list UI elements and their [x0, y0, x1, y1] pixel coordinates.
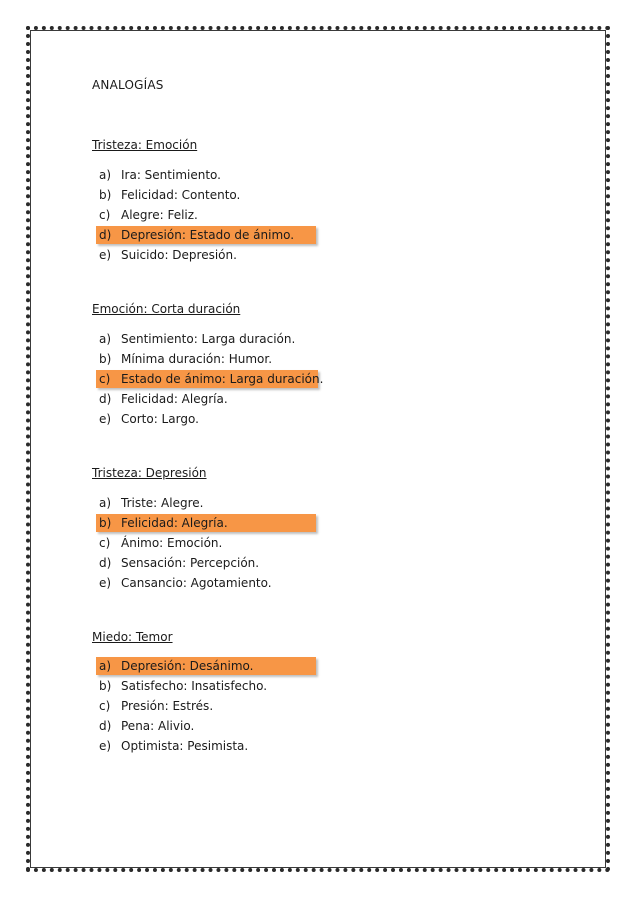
- option-letter: b): [99, 188, 112, 202]
- option-4a-highlighted: [99, 656, 267, 676]
- option-4c: [99, 696, 267, 716]
- option-1b: [99, 185, 294, 205]
- option-letter: b): [99, 516, 112, 530]
- option-letter: c): [99, 699, 111, 713]
- option-1e: [99, 245, 294, 265]
- option-letter: c): [99, 372, 111, 386]
- option-text: Pena: Alivio.: [121, 719, 195, 733]
- option-3d: [99, 553, 272, 573]
- question-stem-2: Emoción: Corta duración: [92, 302, 241, 316]
- option-letter: d): [99, 556, 112, 570]
- option-letter: b): [99, 679, 112, 693]
- option-letter: e): [99, 576, 112, 590]
- option-3a: [99, 493, 272, 513]
- option-4b: [99, 676, 267, 696]
- question-stem-1: Tristeza: Emoción: [92, 138, 198, 152]
- option-letter: a): [99, 168, 112, 182]
- option-text: Ira: Sentimiento.: [121, 168, 221, 182]
- option-2c-highlighted: [99, 369, 323, 389]
- option-text: Felicidad: Alegría.: [121, 516, 228, 530]
- option-2b: [99, 349, 323, 369]
- option-letter: d): [99, 392, 112, 406]
- option-1c: [99, 205, 294, 225]
- option-text: Depresión: Estado de ánimo.: [121, 228, 295, 242]
- option-1d-highlighted: [99, 225, 294, 245]
- question-stem-4: Miedo: Temor: [92, 630, 173, 644]
- option-2a: [99, 329, 323, 349]
- option-letter: b): [99, 352, 112, 366]
- option-text: Alegre: Feliz.: [121, 208, 198, 222]
- option-text: Felicidad: Contento.: [121, 188, 241, 202]
- option-letter: e): [99, 248, 112, 262]
- options-list-3: [99, 493, 272, 593]
- option-letter: a): [99, 332, 112, 346]
- option-letter: a): [99, 659, 112, 673]
- option-text: Sentimiento: Larga duración.: [121, 332, 296, 346]
- option-4e: [99, 736, 267, 756]
- option-text: Felicidad: Alegría.: [121, 392, 228, 406]
- option-text: Sensación: Percepción.: [121, 556, 260, 570]
- options-list-2: [99, 329, 323, 429]
- options-list-1: [99, 165, 294, 265]
- option-text: Cansancio: Agotamiento.: [121, 576, 272, 590]
- option-text: Presión: Estrés.: [121, 699, 214, 713]
- option-letter: d): [99, 228, 112, 242]
- option-text: Optimista: Pesimista.: [121, 739, 249, 753]
- option-letter: d): [99, 719, 112, 733]
- option-text: Corto: Largo.: [121, 412, 199, 426]
- question-stem-3: Tristeza: Depresión: [92, 466, 207, 480]
- option-1a: [99, 165, 294, 185]
- option-text: Suicido: Depresión.: [121, 248, 237, 262]
- option-4d: [99, 716, 267, 736]
- option-text: Mínima duración: Humor.: [121, 352, 273, 366]
- option-letter: e): [99, 739, 112, 753]
- option-letter: e): [99, 412, 112, 426]
- option-3e: [99, 573, 272, 593]
- option-text: Depresión: Desánimo.: [121, 659, 254, 673]
- option-3c: [99, 533, 272, 553]
- option-letter: a): [99, 496, 112, 510]
- options-list-4: [99, 656, 267, 756]
- option-text: Estado de ánimo: Larga duración.: [121, 372, 324, 386]
- option-letter: c): [99, 208, 111, 222]
- option-text: Satisfecho: Insatisfecho.: [121, 679, 268, 693]
- option-3b-highlighted: [99, 513, 272, 533]
- option-2e: [99, 409, 323, 429]
- option-2d: [99, 389, 323, 409]
- option-text: Triste: Alegre.: [121, 496, 204, 510]
- page-title: ANALOGÍAS: [92, 78, 164, 92]
- option-letter: c): [99, 536, 111, 550]
- option-text: Ánimo: Emoción.: [121, 536, 223, 550]
